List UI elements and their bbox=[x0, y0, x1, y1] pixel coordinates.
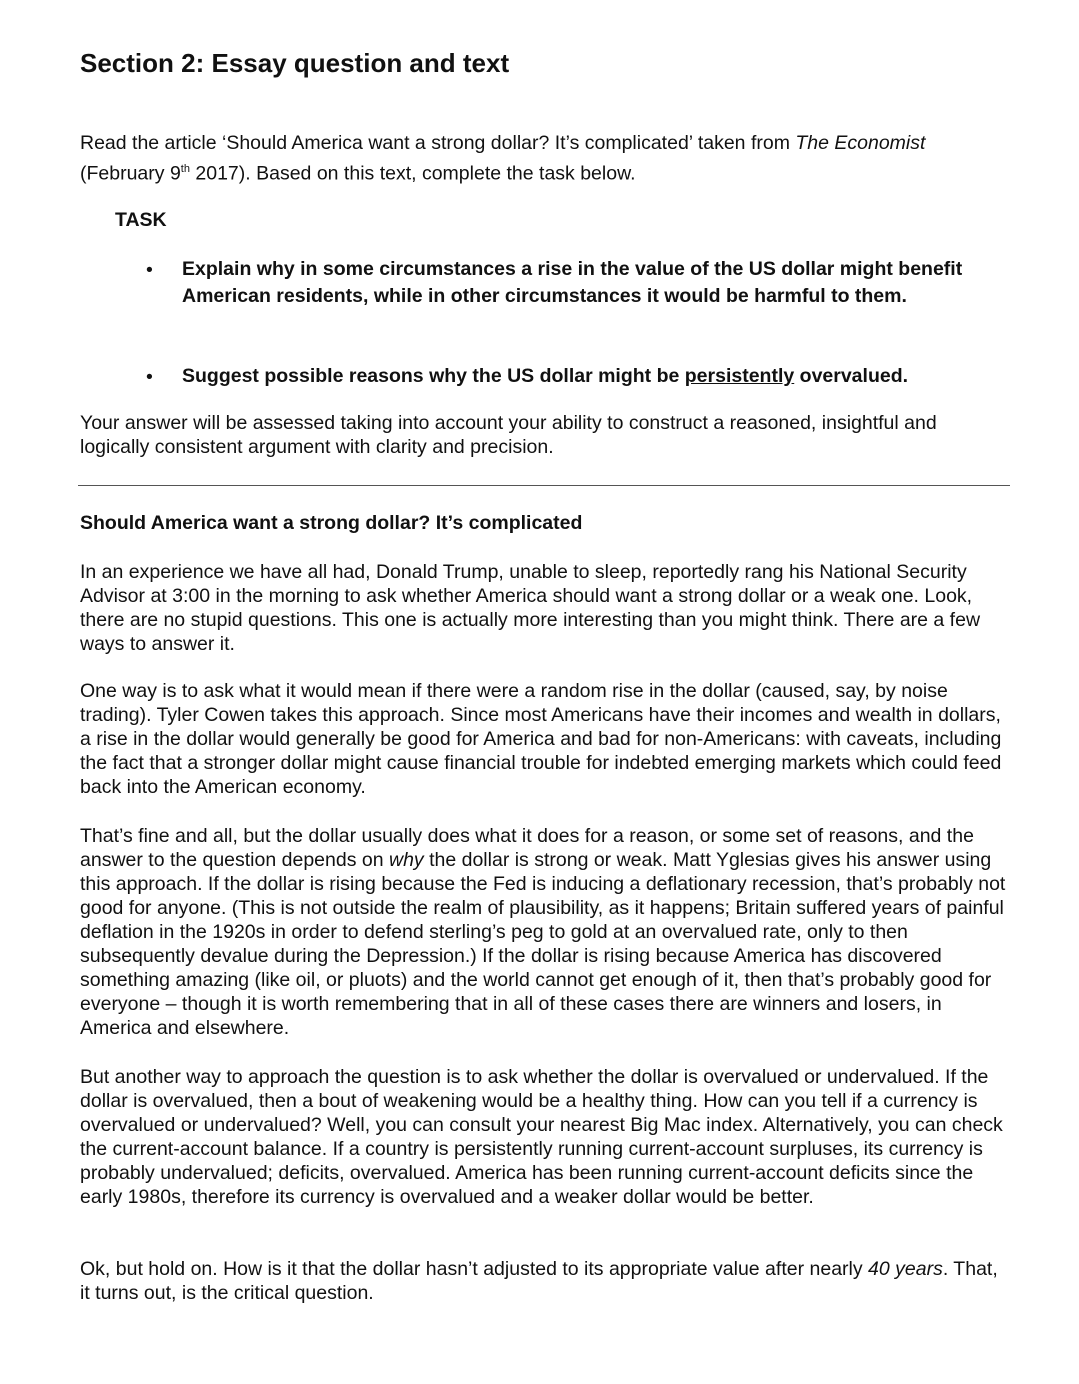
article-paragraph-2: One way is to ask what it would mean if there were a random rise in the dollar (caused, say, by noise trading). Tyler Cowen takes this approach. Since most Americans have their incomes and wealth in dollars, a rise in the dollar would generally be good for America and bad for non-Americans: with caveats, including the fact that a stronger dollar might cause financial trouble for indebted emerging markets which could feed back into the American economy. bbox=[80, 680, 1002, 798]
underlined-emphasis: persistently bbox=[684, 365, 795, 387]
horizontal-divider bbox=[78, 485, 1010, 486]
task-item-suggest bbox=[182, 363, 992, 390]
task-item-suggest-text: Suggest possible reasons why the US dollar might be bbox=[182, 365, 685, 387]
italic-emphasis: 40 years bbox=[868, 1258, 943, 1280]
paragraph-5-text: Ok, but hold on. How is it that the dollar hasn’t adjusted to its appropriate value after nearly bbox=[80, 1258, 869, 1280]
intro-text: Read the article ‘Should America want a strong dollar? It’s complicated’ taken from bbox=[80, 132, 796, 154]
article-title: Should America want a strong dollar? It’s complicated bbox=[80, 512, 583, 534]
bullet-marker: • bbox=[146, 366, 153, 388]
article-paragraph-3 bbox=[80, 824, 1010, 1040]
intro-paragraph bbox=[80, 130, 1005, 187]
article-paragraph-4: But another way to approach the question is to ask whether the dollar is overvalued or undervalued. If the dollar is overvalued, then a bout of weakening would be a healthy thing. How can you tell if a currency is overvalued or undervalued? Well, you can consult your nearest Big Mac index. Alternatively, you can check the current-account balance. If a country is persistently running current-account surpluses, its currency is probably undervalued; deficits, overvalued. America has been running current-account deficits since the early 1980s, therefore its currency is overvalued and a weaker dollar would be better. bbox=[80, 1066, 1003, 1208]
section-title: Section 2: Essay question and text bbox=[80, 48, 510, 78]
intro-date-rest: 2017). Based on this text, complete the task below. bbox=[189, 162, 636, 185]
task-heading: TASK bbox=[115, 209, 167, 231]
article-paragraph-5 bbox=[80, 1257, 1010, 1305]
assessment-note: Your answer will be assessed taking into account your ability to construct a reasoned, insightful and logically consistent argument with clarity and precision. bbox=[80, 412, 937, 458]
paragraph-3-text: That’s fine and all, but the dollar usually does what it does for a reason, or some set of reasons, and the answer to the question depends on bbox=[80, 825, 974, 871]
task-item-explain: Explain why in some circumstances a rise in the value of the US dollar might benefit American residents, while in other circumstances it would be harmful to them. bbox=[182, 258, 963, 307]
bullet-marker: • bbox=[146, 259, 153, 281]
article-paragraph-1: In an experience we have all had, Donald Trump, unable to sleep, reportedly rang his National Security Advisor at 3:00 in the morning to ask whether America should want a strong dollar or a weak one. Look, there are no stupid questions. This one is actually more interesting than you might think. There are a few ways to answer it. bbox=[80, 561, 981, 655]
intro-date-superscript: th bbox=[180, 163, 190, 175]
paragraph-5-text-rest: . That, it turns out, is the critical question. bbox=[80, 1258, 998, 1304]
source-publication: The Economist bbox=[795, 132, 926, 154]
paragraph-3-text-rest: the dollar is strong or weak. Matt Yglesias gives his answer using this approach. If the dollar is rising because the Fed is inducing a deflationary recession, that’s probably not good for anyone. (This is not outside the realm of plausibility, as it happens; Britain suffered years of painful deflation in the 1920s in order to defend sterling’s peg to gold at an overvalued rate, only to then subsequently devalue during the Depression.) If the dollar is rising because America has discovered something amazing (like oil, or pluots) and the world cannot get enough of it, then that’s probably good for everyone – though it is worth remembering that in all of these cases there are winners and losers, in America and elsewhere. bbox=[80, 849, 1006, 1039]
intro-date-open: (February 9 bbox=[80, 162, 181, 185]
italic-emphasis: why bbox=[388, 849, 424, 871]
task-item-suggest-end: overvalued. bbox=[794, 365, 909, 387]
